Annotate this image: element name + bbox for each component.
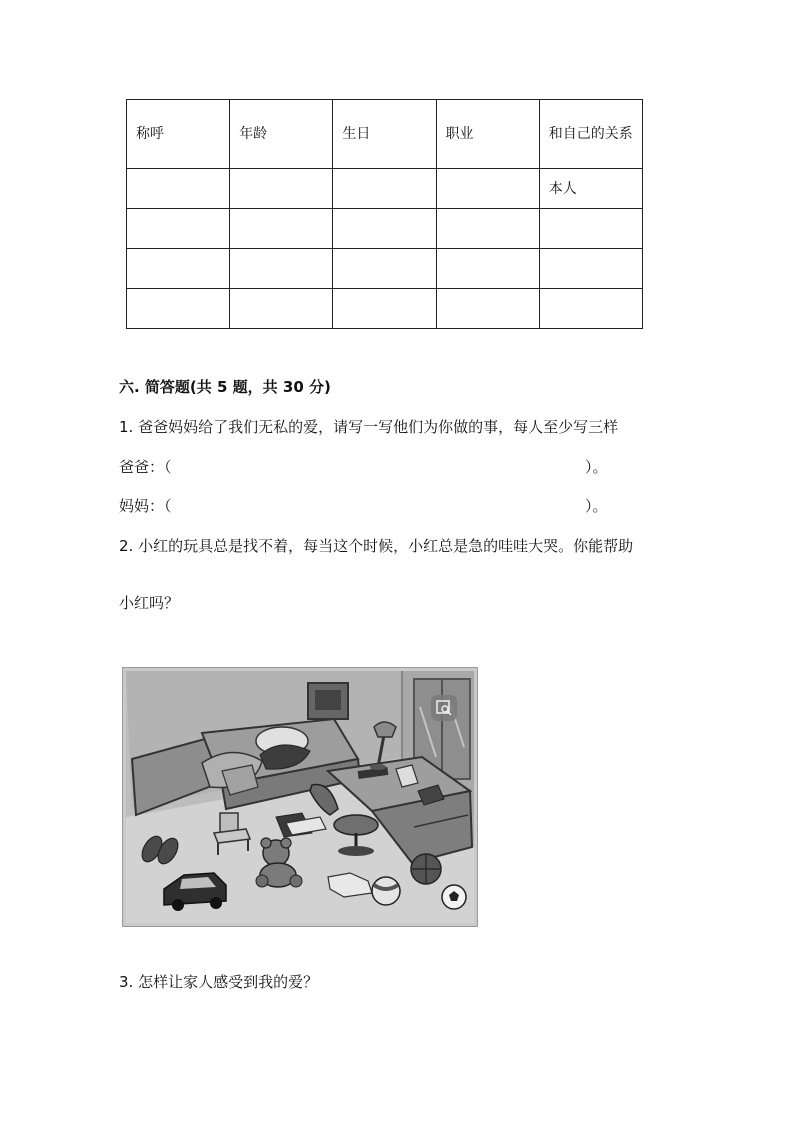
table-cell[interactable] [230, 209, 333, 249]
table-cell[interactable] [127, 209, 230, 249]
table-row [127, 209, 643, 249]
table-cell[interactable] [333, 209, 436, 249]
table-row [127, 249, 643, 289]
question-1-text: 1. 爸爸妈妈给了我们无私的爱，请写一写他们为你做的事，每人至少写三样 [119, 418, 619, 436]
mom-answer-label: 妈妈：（ [119, 497, 172, 515]
table-cell[interactable] [436, 289, 539, 329]
soccer-ball [442, 885, 466, 909]
section-title: 六. 简答题(共 5 题，共 30 分) [119, 378, 331, 396]
table-cell[interactable] [436, 249, 539, 289]
question-2-text: 2. 小红的玩具总是找不着，每当这个时候，小红总是急的哇哇大哭。你能帮助 [119, 537, 634, 555]
table-row [127, 289, 643, 329]
table-cell[interactable] [539, 249, 642, 289]
table-cell[interactable] [127, 249, 230, 289]
table-cell[interactable] [127, 289, 230, 329]
table-cell[interactable] [333, 249, 436, 289]
zoom-icon[interactable] [431, 695, 457, 721]
header-cell: 生日 [333, 100, 436, 169]
header-cell: 称呼 [127, 100, 230, 169]
header-cell: 职业 [436, 100, 539, 169]
header-cell: 和自己的关系 [539, 100, 642, 169]
table-header-row [127, 100, 643, 169]
table-cell[interactable] [333, 169, 436, 209]
table-cell[interactable] [539, 209, 642, 249]
table-cell[interactable] [333, 289, 436, 329]
question-2-text-continued: 小红吗？ [119, 594, 180, 612]
question-3-text: 3. 怎样让家人感受到我的爱？ [119, 973, 319, 991]
table-cell[interactable] [436, 209, 539, 249]
mom-answer-close: ）。 [585, 497, 608, 515]
beach-ball [372, 877, 400, 905]
messy-room-illustration [122, 667, 478, 927]
table-row [127, 169, 643, 209]
table-cell[interactable] [127, 169, 230, 209]
dad-answer-close: ）。 [585, 458, 608, 476]
table-cell[interactable] [230, 249, 333, 289]
basketball [411, 854, 441, 884]
wall-picture [308, 683, 348, 719]
table-cell[interactable] [230, 169, 333, 209]
header-cell: 年龄 [230, 100, 333, 169]
dad-answer-label: 爸爸：（ [119, 458, 172, 476]
table-cell[interactable] [230, 289, 333, 329]
family-info-table [126, 99, 643, 329]
table-cell[interactable] [539, 289, 642, 329]
table-cell: 本人 [539, 169, 642, 209]
table-cell[interactable] [436, 169, 539, 209]
